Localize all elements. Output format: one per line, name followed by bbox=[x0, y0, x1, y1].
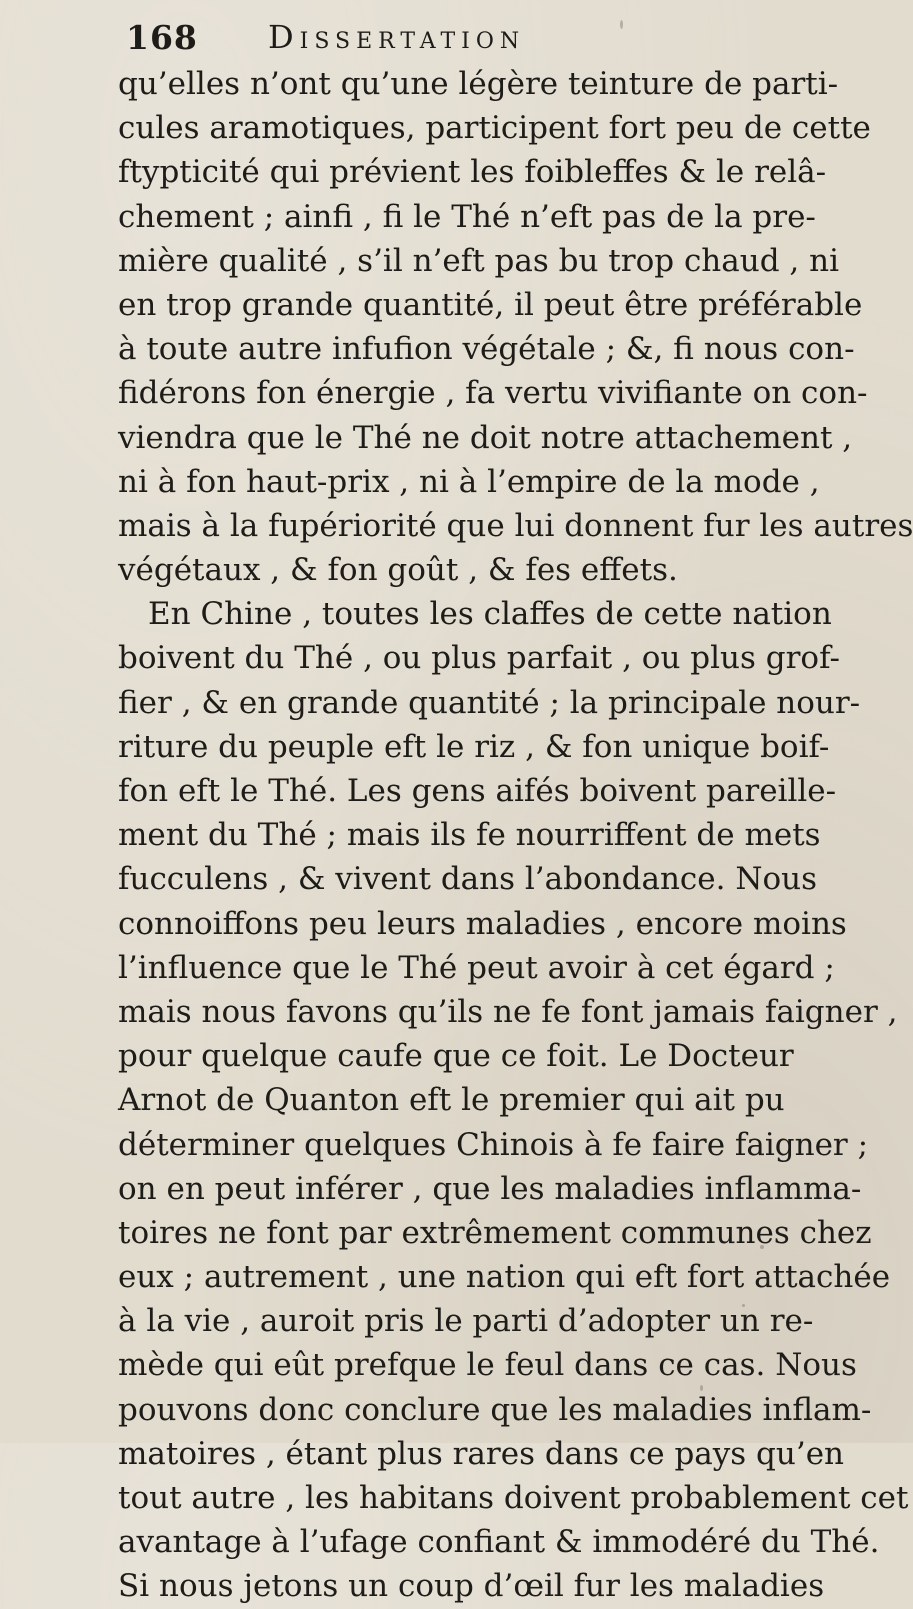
text-line: matoires , étant plus rares dans ce pays qu’en bbox=[118, 1435, 845, 1472]
text-line: tout autre , les habitans doivent probablement cet bbox=[118, 1480, 909, 1516]
text-line: en trop grande quantité, il peut être préférable bbox=[118, 286, 863, 323]
body-text bbox=[118, 62, 913, 1609]
text-line: eux ; autrement , une nation qui eft fort attachée bbox=[118, 1259, 891, 1296]
text-line: à toute autre infufion végétale ; &, fi nous con- bbox=[118, 331, 855, 368]
text-line: on en peut inférer , que les maladies inflamma- bbox=[118, 1170, 862, 1207]
text-line: Arnot de Quanton eft le premier qui ait pu bbox=[118, 1082, 785, 1119]
text-line-paragraph-end: végétaux , & fon goût , & fes effets. bbox=[118, 552, 678, 589]
text-line: ment du Thé ; mais ils fe nourriffent de mets bbox=[118, 817, 821, 854]
text-line: pouvons donc conclure que les maladies inflam- bbox=[118, 1391, 872, 1428]
text-line: connoiffons peu leurs maladies , encore moins bbox=[118, 905, 847, 942]
text-line: viendra que le Thé ne doit notre attachement , bbox=[118, 419, 853, 456]
text-line: boivent du Thé , ou plus parfait , ou plus grof- bbox=[118, 640, 840, 677]
text-line: déterminer quelques Chinois à fe faire faigner ; bbox=[118, 1126, 869, 1163]
text-line: mais nous favons qu’ils ne fe font jamais faigner , bbox=[118, 993, 898, 1030]
paper-speck bbox=[760, 1245, 764, 1249]
text-line-paragraph-start: En Chine , toutes les claffes de cette nation bbox=[148, 596, 832, 633]
text-line: riture du peuple eft le riz , & fon unique boif- bbox=[118, 728, 830, 765]
text-line: cules aramotiques, participent fort peu de cette bbox=[118, 110, 871, 147]
text-line: ftypticité qui prévient les foibleffes & le relâ- bbox=[118, 154, 827, 191]
page-number: 168 bbox=[126, 18, 198, 57]
paper-speck bbox=[784, 430, 787, 435]
paper-speck bbox=[742, 1304, 745, 1307]
text-line: pour quelque caufe que ce foit. Le Docteur bbox=[118, 1038, 794, 1075]
text-line: à la vie , auroit pris le parti d’adopter un re- bbox=[118, 1303, 814, 1340]
text-line: Si nous jetons un coup d’œil fur les maladies bbox=[118, 1568, 825, 1605]
text-line: avantage à l’ufage confiant & immodéré du Thé. bbox=[118, 1524, 880, 1561]
text-line: mière qualité , s’il n’eft pas bu trop chaud , ni bbox=[118, 242, 840, 279]
text-line: fucculens , & vivent dans l’abondance. Nous bbox=[118, 861, 817, 898]
text-line: chement ; ainfi , fi le Thé n’eft pas de la pre- bbox=[118, 198, 816, 235]
text-line: fon eft le Thé. Les gens aifés boivent pareille- bbox=[118, 773, 837, 809]
paper-speck bbox=[700, 1385, 703, 1391]
text-line: ni à fon haut-prix , ni à l’empire de la mode , bbox=[118, 463, 820, 500]
text-line: mède qui eût prefque le feul dans ce cas. Nous bbox=[118, 1347, 857, 1384]
text-line: l’influence que le Thé peut avoir à cet égard ; bbox=[118, 949, 835, 986]
page-header bbox=[118, 14, 758, 58]
text-line: fidérons fon énergie , fa vertu vivifiante on con- bbox=[118, 375, 868, 412]
text-line: qu’elles n’ont qu’une légère teinture de parti- bbox=[118, 66, 839, 102]
paper-speck bbox=[620, 20, 623, 29]
text-line: fier , & en grande quantité ; la principale nour- bbox=[118, 684, 861, 721]
text-line: toires ne font par extrêmement communes chez bbox=[118, 1214, 872, 1251]
running-head: Dissertation bbox=[268, 18, 526, 56]
text-line: mais à la fupériorité que lui donnent fur les autres bbox=[118, 507, 913, 544]
